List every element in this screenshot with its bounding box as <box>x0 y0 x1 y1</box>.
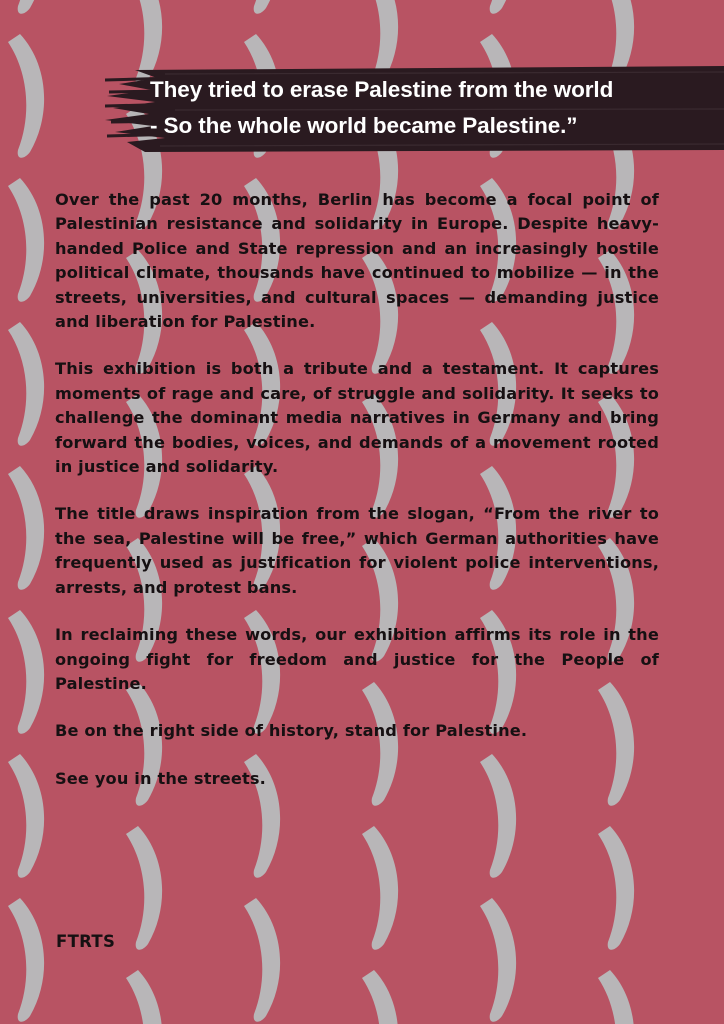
pattern-leaf <box>126 826 162 950</box>
pattern-leaf <box>8 754 44 878</box>
pattern-leaf <box>8 610 44 734</box>
paragraph-title-origin: The title draws inspiration from the slogan, “From the river to the sea, Palestine will be free,” which German authorities have frequently used as justification for violent police interventions, arrests, and protest bans. <box>55 504 659 597</box>
pattern-leaf <box>598 970 634 1024</box>
paragraph-right-side: Be on the right side of history, stand for Palestine. <box>55 721 528 741</box>
paragraph-reclaiming: In reclaiming these words, our exhibition affirms its role in the ongoing fight for freedom and justice for the People of Palestine. <box>55 625 659 693</box>
paragraph-intro: Over the past 20 months, Berlin has become a focal point of Palestinian resistance and solidarity in Europe. Despite heavy-handed Police and State repression and an increasingly hostile political climate, thousands have continued to mobilize — in the streets, universities, and cultural spaces — demanding justice and liberation for Palestine. <box>55 190 659 332</box>
pattern-leaf <box>126 970 162 1024</box>
pattern-leaf <box>8 322 44 446</box>
pattern-leaf <box>8 178 44 302</box>
pattern-leaf <box>244 0 280 14</box>
quote-line-2: - So the whole world became Palestine.” <box>150 113 578 138</box>
pattern-leaf <box>8 466 44 590</box>
pattern-leaf <box>362 970 398 1024</box>
pattern-leaf <box>598 826 634 950</box>
pattern-leaf <box>8 898 44 1022</box>
pattern-leaf <box>8 34 44 158</box>
pattern-leaf <box>362 826 398 950</box>
pattern-leaf <box>480 898 516 1022</box>
quote-line-1: They tried to erase Palestine from the world <box>150 77 614 102</box>
pattern-leaf <box>8 0 44 14</box>
pattern-leaf <box>480 0 516 14</box>
paragraph-exhibition: This exhibition is both a tribute and a testament. It captures moments of rage and care, of struggle and solidarity. It seeks to challenge the dominant media narratives in Germany and bring forward the bodies, voices, and demands of a movement rooted in justice and solidarity. <box>55 359 659 477</box>
statement-body <box>55 188 659 814</box>
pattern-leaf <box>244 898 280 1022</box>
paragraph-streets: See you in the streets. <box>55 768 266 788</box>
signature: FTRTS <box>56 932 116 951</box>
headline-quote <box>150 72 710 144</box>
